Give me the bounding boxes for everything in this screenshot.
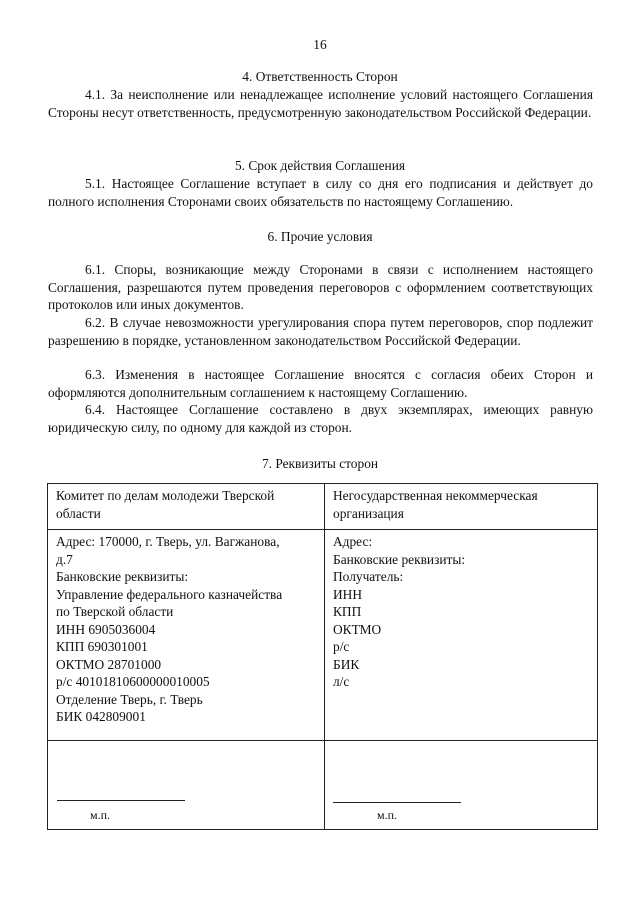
table-row-signature	[48, 741, 598, 830]
section-4-title: 4. Ответственность Сторон	[242, 69, 398, 84]
right-recipient: Получатель:	[333, 569, 404, 584]
right-party-name: Негосударственная некоммерческая организация	[325, 484, 598, 530]
section-6-title: 6. Прочие условия	[267, 229, 373, 244]
right-oktmo: ОКТМО	[333, 621, 382, 637]
clause-6-3: 6.3. Изменения в настоящее Соглашение вносятся с согласия обеих Сторон и оформляются дополнительным соглашением к настоящему Соглашению.	[48, 367, 593, 400]
right-account: р/с	[333, 639, 350, 654]
right-inn: ИНН	[333, 586, 363, 602]
left-kpp: КПП 690301001	[56, 639, 148, 654]
left-inn: ИНН 6905036004	[56, 621, 156, 637]
clause-6-1: 6.1. Споры, возникающие между Сторонами в связи с исполнением настоящего Соглашения, разрешаются путем проведения переговоров с оформлением соответствующих протоколов или иных документов.	[48, 262, 593, 312]
clause-6-2: 6.2. В случае невозможности урегулирования спора путем переговоров, спор подлежит разрешению в порядке, установленном законодательством Российской Федерации.	[48, 315, 593, 348]
left-signature-cell	[48, 741, 325, 830]
left-address-building: д.7	[56, 551, 73, 567]
left-signature-line	[57, 800, 185, 801]
table-row-details	[48, 530, 598, 741]
left-party-details	[48, 530, 325, 741]
right-kpp: КПП	[333, 604, 362, 619]
left-address: Адрес: 170000, г. Тверь, ул. Вагжанова,	[56, 534, 280, 549]
right-party-details	[325, 530, 598, 741]
section-7-title: 7. Реквизиты сторон	[261, 456, 379, 471]
right-personal-account: л/с	[333, 674, 350, 689]
requisites-table	[47, 483, 598, 830]
right-signature-line	[333, 802, 461, 803]
section-5-title: 5. Срок действия Соглашения	[234, 158, 406, 173]
clause-6-4: 6.4. Настоящее Соглашение составлено в двух экземплярах, имеющих равную юридическую силу, по одному для каждой из сторон.	[48, 402, 593, 435]
page-number: 16	[313, 37, 327, 52]
right-stamp-label: м.п.	[377, 808, 398, 822]
right-address: Адрес:	[333, 534, 373, 549]
left-account: р/с 40101810600000010005	[56, 674, 210, 689]
left-oktmo: ОКТМО 28701000	[56, 656, 162, 672]
right-bank-details-label: Банковские реквизиты:	[333, 551, 466, 567]
left-bank-branch: Отделение Тверь, г. Тверь	[56, 691, 203, 707]
left-treasury-line-1: Управление федерального казначейства	[56, 586, 283, 602]
table-row-header	[48, 484, 598, 530]
left-bik: БИК 042809001	[56, 709, 146, 724]
right-signature-cell	[325, 741, 598, 830]
left-party-name: Комитет по делам молодежи Тверской области	[48, 484, 325, 530]
right-bik: БИК	[333, 656, 360, 672]
clause-5-1: 5.1. Настоящее Соглашение вступает в силу со дня его подписания и действует до полного исполнения Сторонами своих обязательств по настоящему Соглашению.	[48, 176, 593, 209]
left-bank-details-label: Банковские реквизиты:	[56, 569, 189, 584]
left-treasury-line-2: по Тверской области	[56, 604, 174, 619]
clause-4-1: 4.1. За неисполнение или ненадлежащее исполнение условий настоящего Соглашения Стороны несут ответственность, предусмотренную законодательством Российской Федерации.	[48, 87, 593, 120]
left-stamp-label: м.п.	[90, 808, 111, 822]
